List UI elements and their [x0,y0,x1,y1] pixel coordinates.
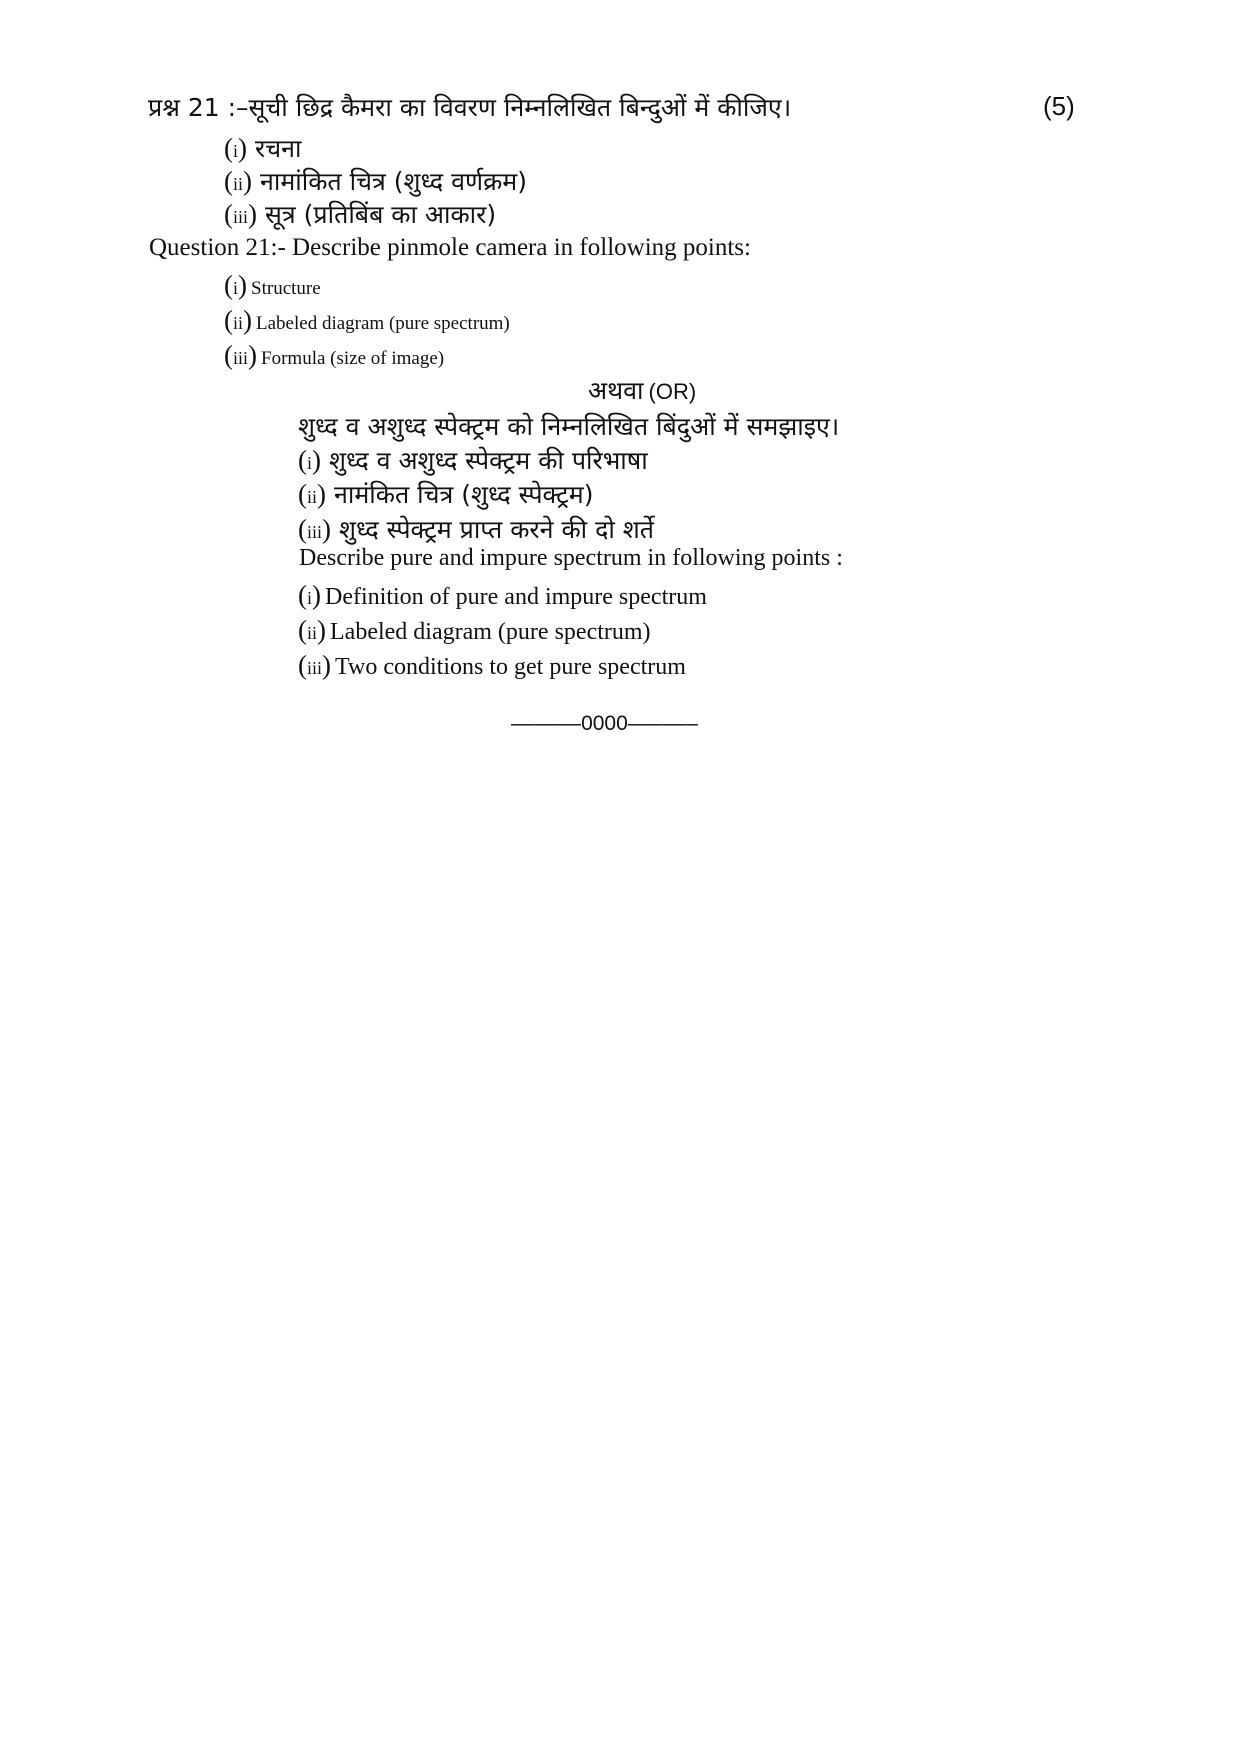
alt-english-point-3: (iii) Two conditions to get pure spectrum [298,650,686,680]
point-text: Formula (size of image) [261,348,445,369]
alt-question-english-stem: Describe pure and impure spectrum in following points : [299,545,843,571]
hindi-point-3: (iii) सूत्र (प्रतिबिंब का आकार) [224,199,497,229]
point-text: सूत्र (प्रतिबिंब का आकार) [264,200,497,229]
point-text: Structure [251,278,321,299]
alt-hindi-point-1: (i) शुध्द व अशुध्द स्पेक्ट्रम की परिभाषा [298,445,648,475]
point-numeral: iii [307,522,323,542]
english-point-1: (i) Structure [224,270,321,300]
point-text: Labeled diagram (pure spectrum) [330,619,651,645]
point-numeral: ii [307,623,318,643]
point-text: शुध्द स्पेक्ट्रम प्राप्त करने की दो शर्ते [338,515,655,544]
point-numeral: iii [307,658,323,678]
point-text: Labeled diagram (pure spectrum) [256,313,510,334]
english-point-3: (iii) Formula (size of image) [224,340,445,370]
question-21-english-stem: Question 21:- Describe pinmole camera in following points: [149,234,751,261]
point-numeral: i [307,453,313,473]
point-text: Definition of pure and impure spectrum [325,584,707,610]
point-numeral: i [307,588,313,608]
point-numeral: ii [233,313,244,333]
point-text: नामंकित चित्र (शुध्द स्पेक्ट्रम) [333,480,594,509]
or-separator [588,373,696,407]
point-numeral: ii [307,487,318,507]
alt-hindi-point-3: (iii) शुध्द स्पेक्ट्रम प्राप्त करने की दो शर्ते [298,514,655,544]
hindi-point-2: (ii) नामांकित चित्र (शुध्द वर्णक्रम) [224,166,527,196]
question-21-hindi-stem [148,90,791,124]
point-text: नामांकित चित्र (शुध्द वर्णक्रम) [259,167,527,196]
alt-english-point-2: (ii) Labeled diagram (pure spectrum) [298,615,651,645]
point-numeral: i [233,141,239,161]
or-english: (OR) [648,379,697,404]
point-numeral: iii [233,348,249,368]
end-marker: ––––––0000–––––– [511,712,698,735]
alt-hindi-point-2: (ii) नामंकित चित्र (शुध्द स्पेक्ट्रम) [298,479,594,509]
point-numeral: i [233,278,239,298]
marks-label: (5) [1043,91,1075,121]
point-text: रचना [254,134,302,163]
english-point-2: (ii) Labeled diagram (pure spectrum) [224,305,510,335]
question-text: सूची छिद्र कैमरा का विवरण निम्नलिखित बिन्दुओं में कीजिए। [248,93,792,122]
or-hindi: अथवा [588,376,644,405]
point-text: Two conditions to get pure spectrum [335,654,686,680]
alt-english-point-1: (i) Definition of pure and impure spectrum [298,580,707,610]
point-numeral: ii [233,174,244,194]
question-number: प्रश्न 21 :– [148,93,249,122]
alt-question-hindi-stem: शुध्द व अशुध्द स्पेक्ट्रम को निम्नलिखित बिंदुओं में समझाइए। [298,412,840,441]
hindi-point-1: (i) रचना [224,133,302,163]
point-text: शुध्द व अशुध्द स्पेक्ट्रम की परिभाषा [328,446,648,475]
point-numeral: iii [233,207,249,227]
